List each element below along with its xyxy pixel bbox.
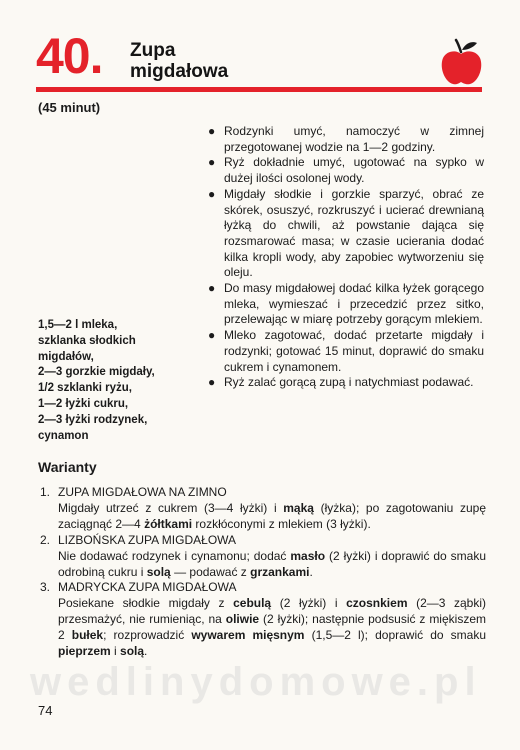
variant-ingredient: bułek <box>71 628 104 643</box>
recipe-title <box>130 40 228 82</box>
step-text: Ryż dokładnie umyć, ugotować na sypko w dużej ilości osolonej wody. <box>224 155 484 186</box>
variant-ingredient: masło <box>290 548 326 563</box>
variant-title: MADRYCKA ZUPA MIGDAŁOWA <box>58 580 237 595</box>
bullet-icon: ● <box>208 186 216 201</box>
bullet-icon: ● <box>208 281 216 296</box>
variant-text-part: rozkłóconymi z mlekiem (3 łyżki). <box>192 516 371 531</box>
variant-ingredient: mąką <box>283 500 314 515</box>
variant-text-part: (2—3 ząbki) przesmażyć, nie rumieniąc, na <box>58 596 487 627</box>
ingredient-item: 1/2 szklanki ryżu, <box>38 382 132 395</box>
step-item <box>206 328 484 375</box>
ingredients-list <box>38 318 198 444</box>
variant-text-part: ; rozprowadzić <box>103 628 192 643</box>
variant-ingredient: solą <box>146 564 171 579</box>
step-item <box>206 281 484 328</box>
variant-number: 3. <box>40 580 51 595</box>
ingredient-item: 2—3 łyżki rodzynek, <box>38 413 148 426</box>
variant-text-part: (2 łyżki) i <box>271 596 347 611</box>
variant-number: 2. <box>40 532 51 547</box>
variant-ingredient: wywarem mięsnym <box>191 628 305 643</box>
variant-ingredient: solą <box>120 644 145 659</box>
variant-title: ZUPA MIGDAŁOWA NA ZIMNO <box>58 485 227 499</box>
ingredient-item: 1—2 łyżki cukru, <box>38 397 129 410</box>
variant-text-part: . <box>309 564 313 579</box>
variant-text <box>58 549 486 581</box>
variant-text-part: (2 łyżki); następnie podsusić z miękiszem 2 <box>58 612 486 643</box>
variant-text-part: (2 łyżki) i doprawić do smaku odrobiną cukru i <box>58 548 486 579</box>
step-text: Mleko zagotować, dodać przetarte migdały i rodzynki; gotować 15 minut, doprawić do smaku cukrem i cynamonem. <box>224 328 484 374</box>
variant-item <box>38 485 486 533</box>
ingredient-item: 1,5—2 l mleka, <box>38 319 118 331</box>
ingredient-item: szklanka słodkich <box>38 334 136 347</box>
variant-item <box>38 533 486 581</box>
bullet-icon: ● <box>208 328 216 343</box>
variant-text-part: (1,5—2 l); doprawić do smaku <box>304 628 487 643</box>
variant-ingredient: oliwie <box>225 612 260 627</box>
step-text: Ryż zalać gorącą zupą i natychmiast podawać. <box>224 375 474 390</box>
step-text: Rodzynki umyć, namoczyć w zimnej przegotowanej wodzie na 1—2 godziny. <box>224 124 484 154</box>
recipe-number: 40. <box>36 28 103 84</box>
variant-text <box>58 596 486 660</box>
header-divider <box>36 87 482 92</box>
apple-icon <box>439 38 484 86</box>
bullet-icon: ● <box>208 375 216 390</box>
variant-title: LIZBOŃSKA ZUPA MIGDAŁOWA <box>58 532 237 547</box>
variant-text-part: Migdały utrzeć z cukrem (3—4 łyżki) i <box>58 500 284 515</box>
ingredient-item: 2—3 gorzkie migdały, <box>38 366 155 379</box>
step-item <box>206 124 484 155</box>
variant-text-part: i <box>110 644 121 659</box>
variant-text <box>58 501 486 533</box>
variant-ingredient: grzankami <box>250 564 310 579</box>
variant-text-part: — podawać z <box>170 564 251 579</box>
variants-list <box>38 485 486 660</box>
bullet-icon: ● <box>208 124 216 138</box>
preparation-time: (45 minut) <box>38 100 101 115</box>
variant-text-part: Posiekane słodkie migdały z <box>58 596 234 611</box>
variant-item <box>38 580 486 660</box>
ingredient-item: cynamon <box>38 429 89 442</box>
ingredient-item: migdałów, <box>38 350 94 363</box>
variant-text-part: (łyżka); po zagotowaniu zupę zaciągnąć 2—4 <box>58 500 486 531</box>
recipe-title-line1: Zupa <box>130 40 176 61</box>
recipe-title-line2: migdałowa <box>130 61 229 82</box>
bullet-icon: ● <box>208 155 216 170</box>
variant-ingredient: pieprzem <box>58 644 111 659</box>
variant-ingredient: czosnkiem <box>346 596 408 611</box>
preparation-steps <box>206 124 484 391</box>
variant-text-part: Nie dodawać rodzynek i cynamonu; dodać <box>58 548 291 563</box>
page-number: 74 <box>38 703 53 718</box>
step-item <box>206 155 484 186</box>
watermark: wedlinydomowe.pl <box>30 660 482 704</box>
step-text: Do masy migdałowej dodać kilka łyżek gorącego mleka, wymieszać i przecedzić przez sitko, przelewając w miarę potrzeby gorącym mlekiem. <box>224 281 484 327</box>
variant-number: 1. <box>40 485 51 499</box>
variant-ingredient: żółtkami <box>144 516 193 531</box>
step-item <box>206 375 484 391</box>
variant-text-part: . <box>144 644 148 659</box>
step-text: Migdały słodkie i gorzkie sparzyć, obrać ze skórek, osuszyć, rozkruszyć i ucierać drewnianą łyżką do chwili, aż powstanie dająca się rozsmarować masa; w czasie ucierania dodać kilka kropli wody, aby zapobiec wytworzeniu się oleju. <box>224 186 484 280</box>
variant-ingredient: cebulą <box>233 596 272 611</box>
variants-heading: Warianty <box>38 459 97 475</box>
step-item <box>206 187 484 281</box>
